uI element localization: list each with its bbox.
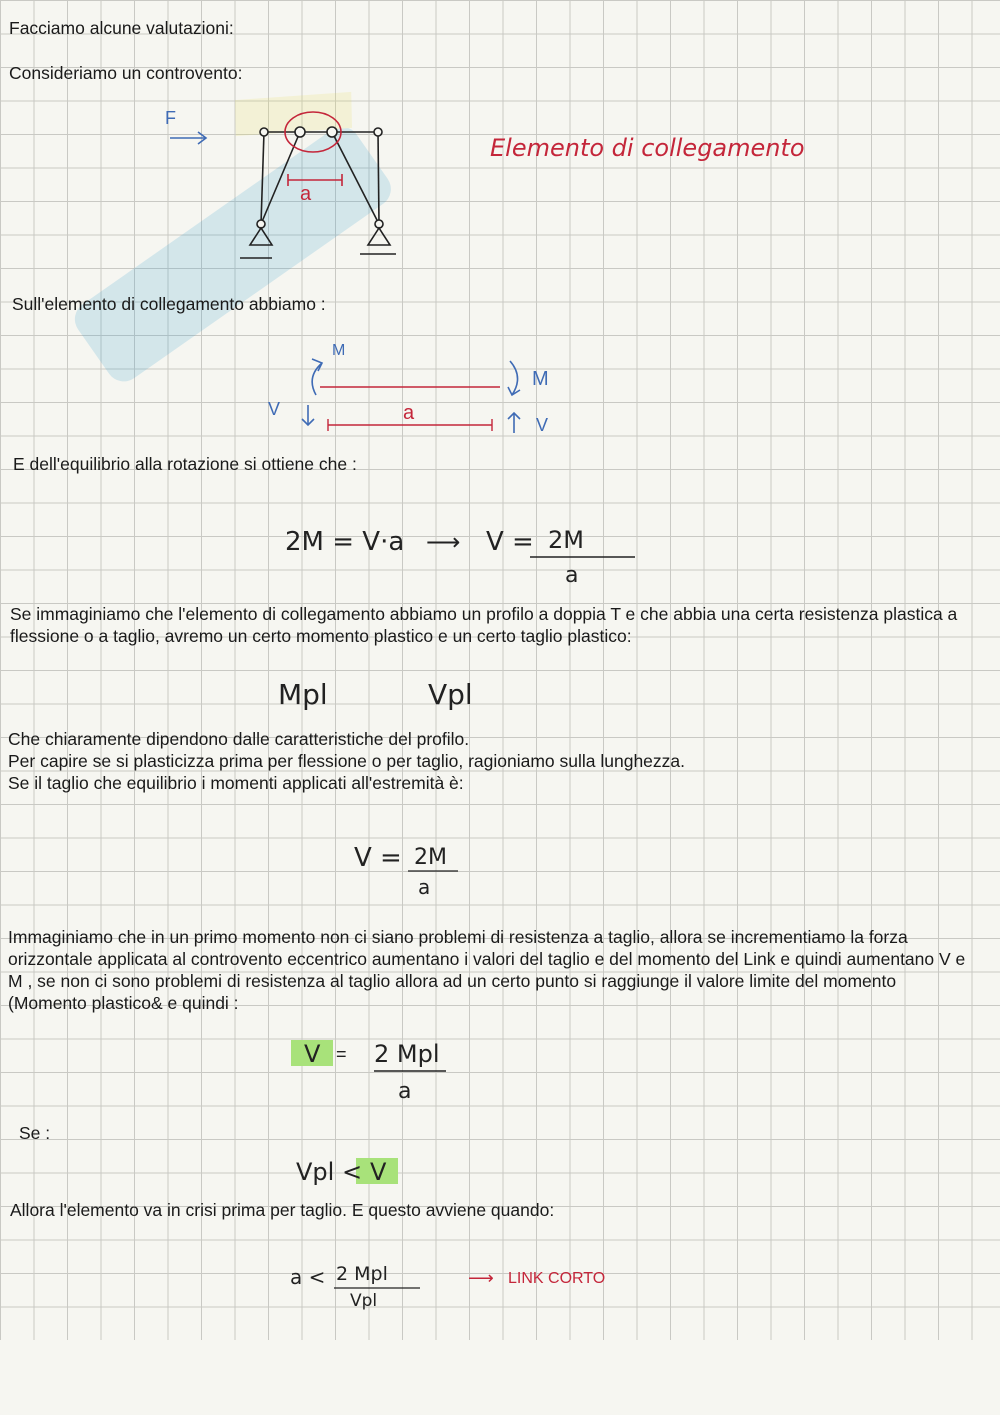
- plastic-values: [278, 676, 498, 721]
- length-reason-line: Per capire se si plasticizza prima per flessione o per taglio, ragioniamo sulla lunghezza.: [8, 751, 686, 771]
- depend-line: Che chiaramente dipendono dalle caratteristiche del profilo.: [8, 729, 470, 749]
- eq3-v: V: [304, 1040, 321, 1068]
- link-arrow: ⟶: [468, 1268, 494, 1288]
- eq1-left: 2M = V·a: [285, 527, 405, 557]
- shear-left: V: [268, 399, 281, 419]
- force-label: F: [165, 108, 176, 128]
- eq1-arrow: ⟶: [426, 529, 461, 556]
- eq1-v: V =: [486, 527, 534, 557]
- bracing-sketch: [160, 100, 420, 270]
- eq1-den: a: [565, 563, 579, 588]
- eq4-left: Vpl <: [296, 1158, 363, 1186]
- length-label: a: [300, 183, 312, 205]
- mpl-symbol: Mpl: [278, 678, 328, 711]
- formula-4: [294, 1152, 414, 1192]
- eq5-num: 2 Mpl: [336, 1263, 388, 1285]
- moment-left: M: [332, 342, 346, 359]
- eq4-right: V: [370, 1158, 387, 1186]
- eq1-num: 2M: [548, 526, 584, 554]
- formula-3: [288, 1036, 458, 1106]
- if-line: Se :: [19, 1123, 51, 1143]
- shear-balance-line: Se il taglio che equilibrio i momenti applicati all'estremità è:: [8, 773, 464, 793]
- eq3-eq: =: [336, 1044, 347, 1064]
- link-title: Elemento di collegamento: [490, 134, 805, 162]
- link-sketch: [260, 335, 570, 440]
- crisis-line: Allora l'elemento va in crisi prima per taglio. E questo avviene quando:: [10, 1200, 555, 1220]
- moment-right: M: [532, 368, 549, 390]
- link-title-svg: [488, 130, 828, 170]
- profile-paragraph: Se immaginiamo che l'elemento di collegamento abbiamo un profilo a doppia T e che abbia una certa resistenza plastica a flessione o a taglio, avremo un certo momento plastico e un certo taglio plastico:: [10, 604, 958, 646]
- eq3-num: 2 Mpl: [374, 1040, 440, 1068]
- short-link-label: LINK CORTO: [508, 1270, 606, 1287]
- equilibrium-line: E dell'equilibrio alla rotazione si ottiene che :: [13, 454, 357, 474]
- eq2-num: 2M: [414, 845, 447, 870]
- vpl-symbol: Vpl: [428, 678, 473, 711]
- eq2-v: V =: [354, 843, 402, 873]
- formula-1: [280, 520, 650, 590]
- formula-2: [350, 838, 480, 903]
- eq5-left: a <: [290, 1265, 326, 1289]
- eq3-den: a: [398, 1079, 412, 1104]
- shear-right: V: [536, 415, 549, 435]
- link-length-label: a: [403, 402, 415, 424]
- intro-line: Facciamo alcune valutazioni:: [9, 18, 234, 38]
- formula-5: [288, 1258, 618, 1314]
- link-line: Sull'elemento di collegamento abbiamo :: [12, 294, 326, 314]
- eq2-den: a: [418, 875, 431, 899]
- increase-paragraph: Immaginiamo che in un primo momento non ci siano problemi di resistenza a taglio, allora se incrementiamo la forza orizzontale applicata al controvento eccentrico aumentano i valori del taglio e del momento del Link e quindi aumentano V e M , se non ci sono problemi di resistenza al taglio allora ad un certo punto si raggiunge il valore limite del momento (Momento plastico& e quindi :: [8, 927, 966, 1013]
- eq5-den: Vpl: [350, 1291, 378, 1311]
- page-bottom-margin: [0, 1340, 1000, 1415]
- bracing-line: Consideriamo un controvento:: [9, 63, 243, 83]
